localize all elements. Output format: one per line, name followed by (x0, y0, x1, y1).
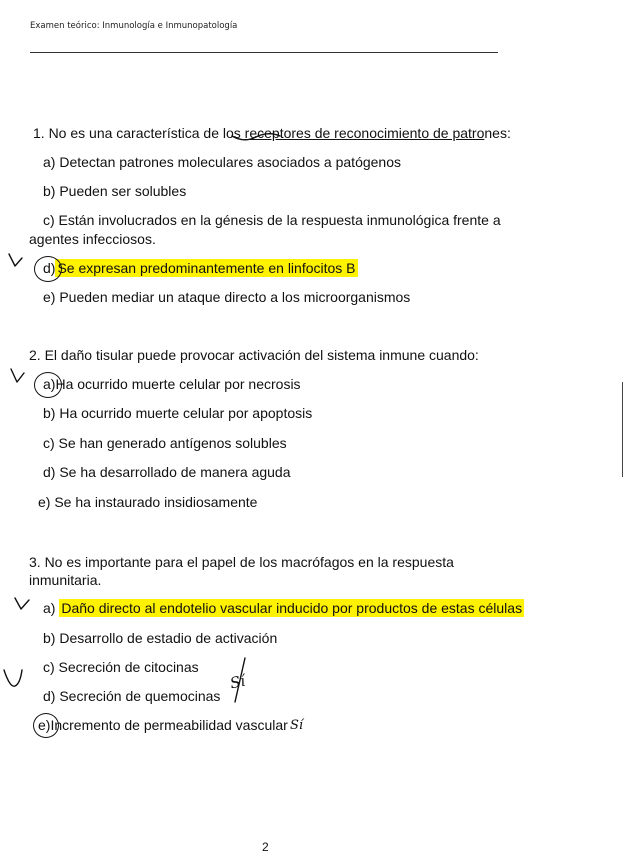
page-number: 2 (262, 840, 269, 854)
checkmark-q3-c (4, 670, 22, 686)
question-2-stem: 2. El daño tisular puede provocar activación del sistema inmune cuando: (29, 347, 479, 363)
scan-edge-line (622, 382, 623, 477)
q1-option-d-highlighted: Se expresan predominantemente en linfocitos B (57, 260, 356, 276)
q3-option-e-text: Incremento de permeabilidad vascular (50, 717, 288, 733)
q1-option-a: a) Detectan patrones moleculares asociados a patógenos (43, 154, 401, 170)
q2-option-d: d) Se ha desarrollado de manera aguda (43, 464, 291, 480)
q3-option-d: d) Secreción de quemocinas (43, 688, 221, 704)
q1-option-b: b) Pueden ser solubles (43, 183, 187, 199)
exam-header: Examen teórico: Inmunología e Inmunopatología (30, 21, 238, 31)
q2-option-e: e) Se ha instaurado insidiosamente (38, 494, 258, 510)
q3-option-b: b) Desarrollo de estadio de activación (43, 630, 278, 646)
q2-option-b: b) Ha ocurrido muerte celular por apoptosis (43, 405, 313, 421)
underline-wave (232, 134, 280, 140)
handwritten-si-2: Sí (290, 718, 304, 733)
question-3-stem-line1: 3. No es importante para el papel de los macrófagos en la respuesta (29, 554, 454, 570)
q2-option-a-label: a) (43, 376, 56, 392)
q2-option-c: c) Se han generado antígenos solubles (43, 435, 287, 451)
question-3-stem-line2: inmunitaria. (29, 572, 102, 588)
q1-option-c-line2: agentes infecciosos. (29, 231, 156, 247)
question-1-stem-end: nes: (484, 125, 511, 141)
checkmark-q3-a (15, 598, 29, 609)
q3-option-a-label: a) (43, 600, 56, 616)
q3-option-e-label: e) (38, 717, 51, 733)
q1-option-d-label: d) (43, 260, 56, 276)
checkmark-q1 (9, 254, 22, 266)
q3-option-a-highlighted: Daño directo al endotelio vascular inducido por productos de estas células (61, 600, 523, 616)
q3-option-c: c) Secreción de citocinas (43, 659, 199, 675)
q1-option-e: e) Pueden mediar un ataque directo a los microorganismos (43, 289, 411, 305)
checkmark-q2 (11, 369, 24, 382)
q1-option-c-line1: c) Están involucrados en la génesis de la respuesta inmunológica frente a (43, 212, 501, 228)
handwritten-si-1: Sí (228, 671, 247, 693)
question-1-stem-start: 1. No es una característica de los (33, 125, 245, 141)
q2-option-a-text: Ha ocurrido muerte celular por necrosis (55, 376, 301, 392)
question-1-underlined-term: receptores de reconocimiento de patro (244, 125, 485, 141)
